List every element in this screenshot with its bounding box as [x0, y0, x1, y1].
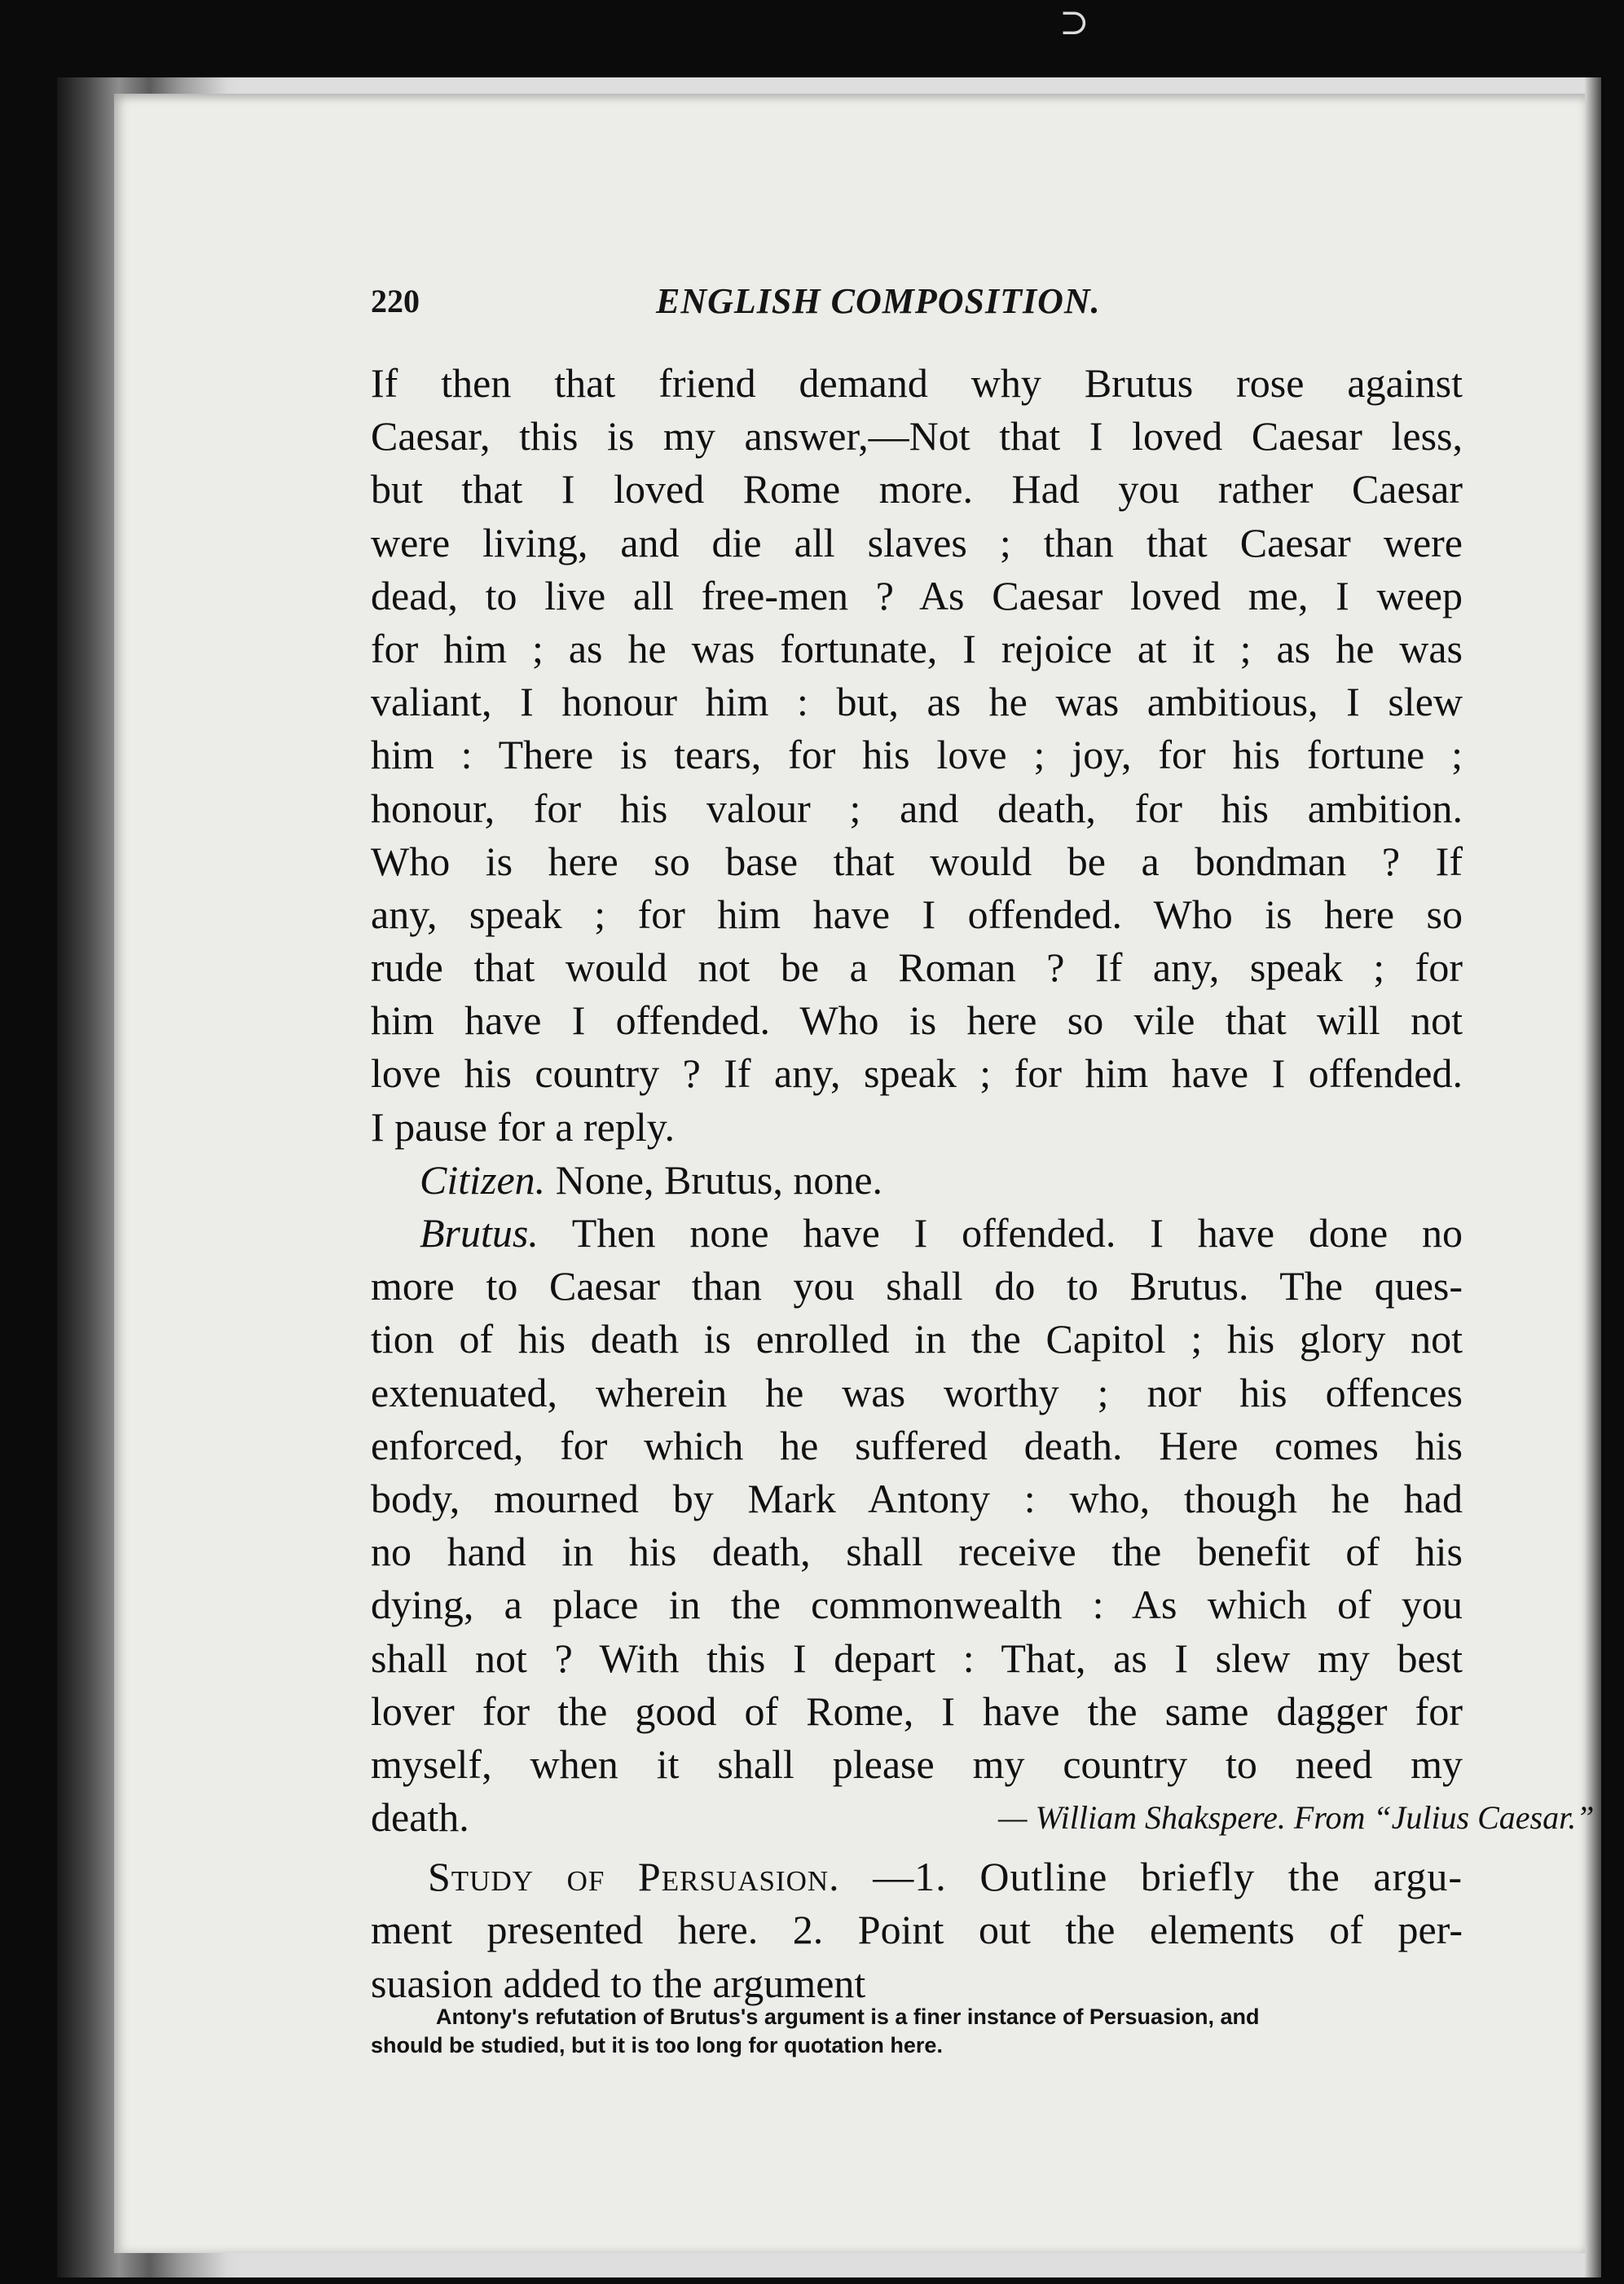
citizen-speech: None, Brutus, none.: [555, 1156, 883, 1203]
speaker-citizen: Citizen.: [420, 1156, 546, 1203]
text-line: valiant, I honour him : but, as he was ambitious, I slew: [371, 679, 1463, 725]
page-header: [371, 277, 1463, 334]
text-line: but that I loved Rome more. Had you rather Caesar: [371, 466, 1463, 513]
footnote-line: should be studied, but it is too long for quotation here.: [371, 2033, 943, 2057]
final-word: death.: [371, 1794, 469, 1841]
study-heading-line: [371, 1851, 1463, 1903]
main-text: [371, 357, 1595, 2010]
running-title: ENGLISH COMPOSITION.: [656, 281, 1101, 321]
page-edge: [1585, 77, 1601, 2277]
text-line: ment presented here. 2. Point out the elements of per-: [371, 1907, 1463, 1953]
text-line: I pause for a reply.: [371, 1103, 675, 1150]
text-line: If then that friend demand why Brutus rose against: [371, 360, 1463, 406]
speaker-brutus: Brutus.: [420, 1210, 539, 1256]
brutus-line: [371, 1207, 1463, 1260]
study-heading: Study of Persuasion.: [428, 1854, 840, 1900]
text-line: suasion added to the argument: [371, 1960, 866, 2006]
text-line: no hand in his death, shall receive the benefit of his: [371, 1529, 1463, 1575]
text-line: more to Caesar than you shall do to Brutus. The ques-: [371, 1263, 1463, 1309]
text-line: myself, when it shall please my country to need my: [371, 1741, 1463, 1787]
text-line: love his country ? If any, speak ; for him have I offended.: [371, 1050, 1463, 1097]
text-line: dying, a place in the commonwealth : As which of you: [371, 1582, 1463, 1628]
text-line: Who is here so base that would be a bondman ? If: [371, 838, 1463, 884]
text-line: were living, and die all slaves ; than that Caesar were: [371, 519, 1463, 565]
text-line: shall not ? With this I depart : That, as I slew my best: [371, 1635, 1463, 1681]
source-citation: — William Shakspere. From “Julius Caesar.”: [998, 1799, 1595, 1837]
text-line: honour, for his valour ; and death, for his ambition.: [371, 785, 1463, 831]
text-line: lover for the good of Rome, I have the same dagger for: [371, 1688, 1463, 1734]
text-line: him : There is tears, for his love ; joy, for his fortune ;: [371, 732, 1463, 778]
text-line: him have I offended. Who is here so vile that will not: [371, 997, 1463, 1044]
text-line: extenuated, wherein he was worthy ; nor his offences: [371, 1369, 1463, 1415]
final-line: [371, 1791, 1595, 1844]
study-question-start: —1. Outline briefly the argu-: [873, 1854, 1463, 1900]
text-line: body, mourned by Mark Antony : who, though he had: [371, 1475, 1463, 1521]
footnote: [371, 2003, 1463, 2060]
page-number: 220: [371, 283, 420, 319]
text-line: for him ; as he was fortunate, I rejoice at it ; as he was: [371, 625, 1463, 671]
text-line: tion of his death is enrolled in the Capitol ; his glory not: [371, 1316, 1463, 1362]
footnote-line: Antony's refutation of Brutus's argument is a finer instance of Persuasion, and: [436, 2005, 1260, 2029]
scan-mark: ⊃: [1059, 2, 1089, 42]
text-line: rude that would not be a Roman ? If any, speak ; for: [371, 944, 1463, 991]
text-line: enforced, for which he suffered death. Here comes his: [371, 1422, 1463, 1468]
citizen-line: [371, 1154, 1463, 1207]
text-line: Caesar, this is my answer,—Not that I loved Caesar less,: [371, 413, 1463, 460]
text-line: dead, to live all free-men ? As Caesar loved me, I weep: [371, 572, 1463, 618]
text-line: any, speak ; for him have I offended. Who is here so: [371, 891, 1463, 937]
brutus-speech: Then none have I offended. I have done no: [571, 1210, 1463, 1256]
